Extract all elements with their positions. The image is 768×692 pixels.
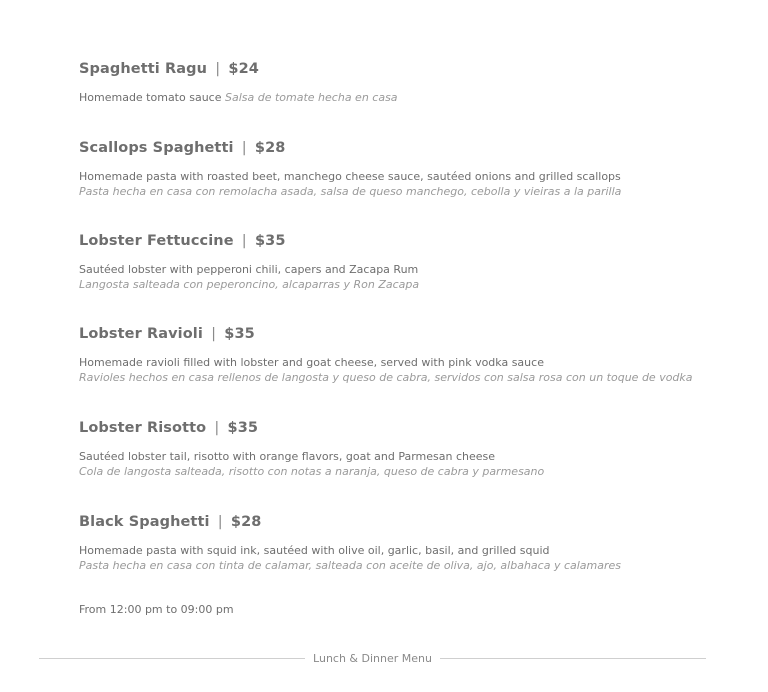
description-spanish: Pasta hecha en casa con tinta de calamar, salteada con aceite de oliva, ajo, albahaca y calamares: [79, 559, 622, 572]
description-spanish: Cola de langosta salteada, risotto con notas a naranja, queso de cabra y parmesano: [79, 465, 545, 478]
menu-item-title: [79, 60, 729, 78]
menu-item-title: [79, 232, 729, 250]
menu-item-price: $28: [230, 514, 262, 530]
menu-item-black-spaghetti: [79, 513, 729, 573]
description-english: Sautéed lobster with pepperoni chili, capers and Zacapa Rum: [79, 263, 419, 276]
description-spanish: Pasta hecha en casa con remolacha asada, salsa de queso manchego, cebolla y vieiras a la parilla: [79, 185, 622, 198]
menu-item-price: $35: [254, 233, 286, 249]
service-hours: From 12:00 pm to 09:00 pm: [79, 603, 234, 616]
footer-divider-right: [440, 658, 706, 659]
menu-item-price: $28: [254, 140, 286, 156]
footer-label: Lunch & Dinner Menu: [313, 651, 432, 665]
menu-item-lobster-ravioli: [79, 325, 729, 385]
menu-item-name: Lobster Ravioli: [79, 326, 203, 342]
title-separator: |: [241, 140, 247, 156]
title-separator: |: [241, 233, 247, 249]
menu-item-title: [79, 513, 729, 531]
title-separator: |: [215, 61, 221, 77]
menu-item-title: [79, 139, 729, 157]
menu-item-name: Lobster Risotto: [79, 420, 207, 436]
menu-item-title: [79, 325, 729, 343]
title-separator: |: [214, 420, 220, 436]
menu-item-scallops-spaghetti: [79, 139, 729, 199]
menu-item-name: Black Spaghetti: [79, 514, 210, 530]
menu-item-price: $24: [228, 61, 259, 77]
title-separator: |: [211, 326, 217, 342]
footer-divider-left: [39, 658, 305, 659]
menu-item-name: Spaghetti Ragu: [79, 61, 208, 77]
menu-item-description: [79, 90, 729, 105]
description-spanish: Ravioles hechos en casa rellenos de langosta y queso de cabra, servidos con salsa rosa con un toque de vodka: [79, 371, 693, 384]
title-separator: |: [217, 514, 223, 530]
description-english: Sautéed lobster tail, risotto with orange flavors, goat and Parmesan cheese: [79, 450, 496, 463]
menu-item-name: Lobster Fettuccine: [79, 233, 234, 249]
description-english: Homemade pasta with roasted beet, manchego cheese sauce, sautéed onions and grilled scallops: [79, 170, 621, 183]
page-footer: [39, 650, 706, 666]
menu-item-name: Scallops Spaghetti: [79, 140, 234, 156]
menu-item-title: [79, 419, 729, 437]
description-spanish: Langosta salteada con peperoncino, alcaparras y Ron Zacapa: [79, 278, 420, 291]
menu-item-lobster-fettuccine: [79, 232, 729, 292]
menu-item-price: $35: [224, 326, 255, 342]
menu-item-lobster-risotto: [79, 419, 729, 479]
menu-item-spaghetti-ragu: [79, 60, 729, 105]
description-spanish: Salsa de tomate hecha en casa: [224, 91, 398, 104]
description-english: Homemade ravioli filled with lobster and goat cheese, served with pink vodka sauce: [79, 356, 544, 369]
description-english: Homemade tomato sauce: [79, 91, 222, 104]
menu-item-price: $35: [227, 420, 259, 436]
description-english: Homemade pasta with squid ink, sautéed with olive oil, garlic, basil, and grilled squid: [79, 544, 550, 557]
